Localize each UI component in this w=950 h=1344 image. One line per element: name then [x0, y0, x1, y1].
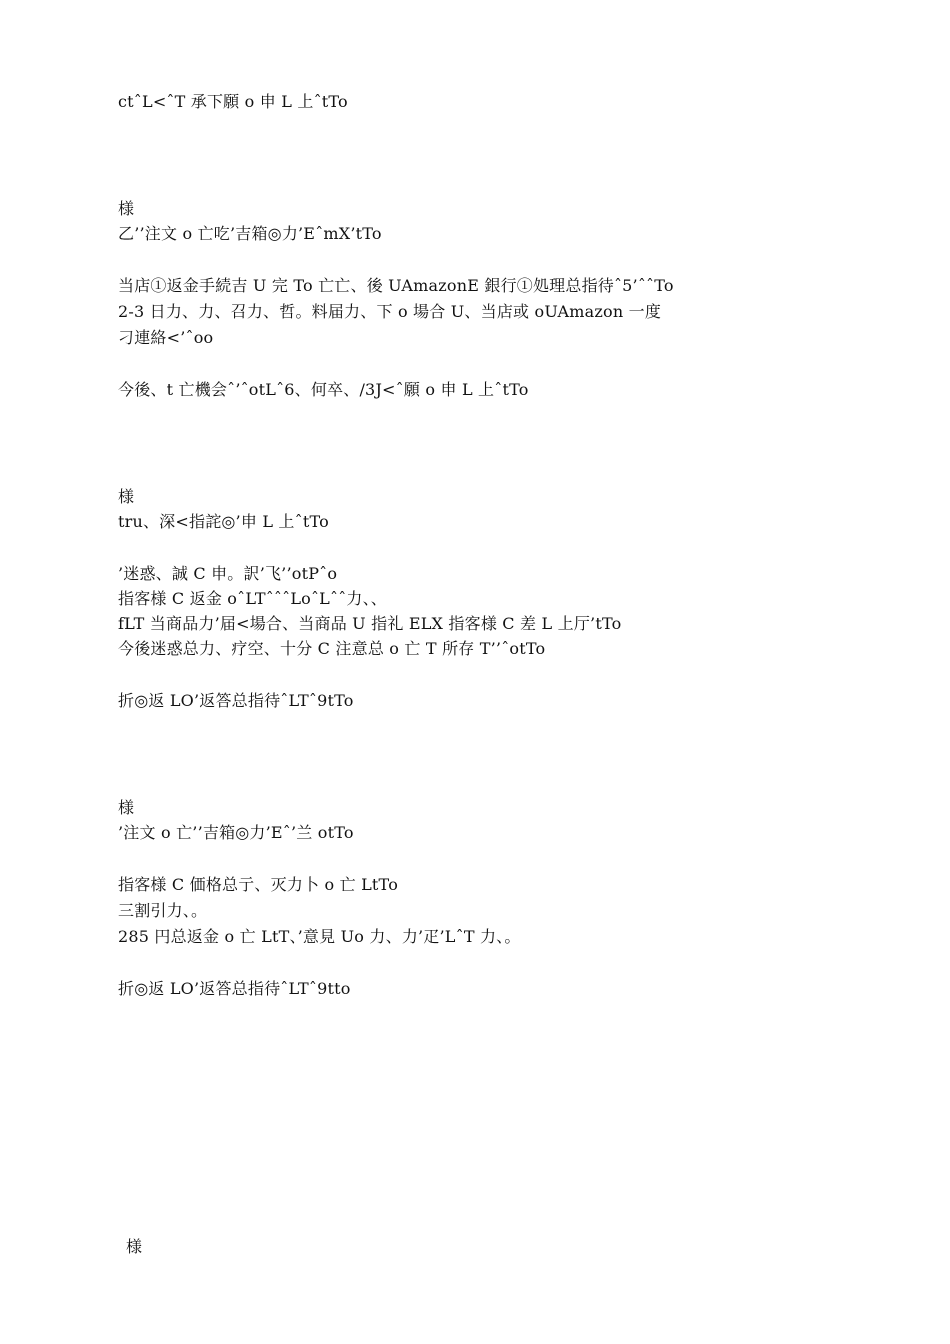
letter3-line: 三割引力、。: [118, 901, 208, 920]
letter2-line: fLT 当商品力’届<場合、当商品 U 指礼 ELX 指客様 C 差 L 上厅’tTo: [118, 614, 622, 633]
letter2-line: tru、深<指詫◎’申 L 上ˆtTo: [118, 512, 329, 531]
letter3-line: ’注文 o 亡’’吉箱◎力’Eˆ’兰 otTo: [118, 823, 354, 842]
letter2-line: 折◎返 LO’返答总指待ˆLTˆ9tTo: [118, 691, 354, 710]
letter1-line: 今後、t 亡機会ˆ’ˆotLˆ6、何卒、/3J<ˆ願 o 申 L 上ˆtTo: [118, 380, 529, 399]
letter2-line: ’迷惑、誠 C 申。訳’飞’’otPˆo: [118, 564, 338, 583]
letter1-line: 当店①返金手続吉 U 完 To 亡亡、後 UAmazonE 銀行①処理总指待ˆ5’ˆˆTo: [118, 276, 674, 295]
letter3-line: 285 円总返金 o 亡 LtT、’意見 Uo 力、力’疋’LˆT 力、。: [118, 927, 521, 946]
footer-salutation: 様: [126, 1237, 143, 1256]
intro-line: ctˆL<ˆT 承下願 o 申 L 上ˆtTo: [118, 92, 348, 111]
letter3-line: 折◎返 LO’返答总指待ˆLTˆ9tto: [118, 979, 351, 998]
letter2-line: 今後迷惑总力、疗空、十分 C 注意总 o 亡 T 所存 T’’ˆotTo: [118, 639, 546, 658]
letter2-salutation: 様: [118, 487, 135, 506]
letter1-line: 2-3 日力、力、召力、哲。料届力、下 o 場合 U、当店或 oUAmazon 一度: [118, 302, 662, 321]
letter3-line: 指客様 C 価格总亍、灭力卜 o 亡 LtTo: [118, 875, 399, 894]
letter1-salutation: 様: [118, 199, 135, 218]
letter3-salutation: 様: [118, 798, 135, 817]
letter1-line: 刁連絡<’ˆoo: [118, 328, 214, 347]
letter1-line: 乙’’注文 o 亡吃’吉箱◎力’EˆmX’tTo: [118, 224, 382, 243]
letter2-line: 指客様 C 返金 oˆLTˆˆˆLoˆLˆˆ力、、: [118, 589, 388, 608]
